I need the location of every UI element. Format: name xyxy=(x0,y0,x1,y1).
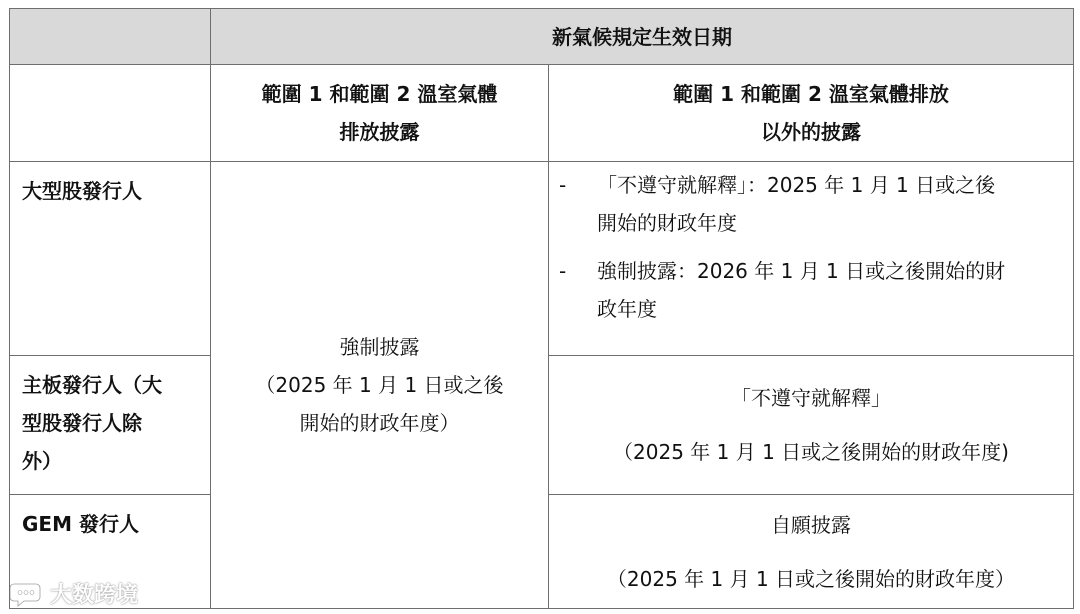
row-label-main-board-line3: 外） xyxy=(22,449,62,473)
comply-or-explain-date: （2025 年 1 月 1 日或之後開始的財政年度) xyxy=(613,440,1009,464)
voluntary-disclosure-label: 自願披露 xyxy=(771,512,851,537)
row-label-main-board xyxy=(10,356,211,495)
main-board-other-disclosure-cell xyxy=(549,356,1074,495)
bullet2-line2: 政年度 xyxy=(597,297,657,321)
header-other-line2: 以外的披露 xyxy=(761,120,861,144)
mandatory-disclosure-date-line1: （2025 年 1 月 1 日或之後 xyxy=(255,373,504,397)
list-item xyxy=(559,252,1061,328)
chat-bubble-logo-icon xyxy=(10,580,46,608)
bullet-text xyxy=(597,166,1061,242)
mandatory-disclosure-date-line2: 開始的財政年度） xyxy=(299,411,460,435)
header-scope12-line2: 排放披露 xyxy=(339,120,420,144)
header-other-line1: 範圍 1 和範圍 2 溫室氣體排放 xyxy=(673,82,949,106)
merged-mandatory-disclosure-cell xyxy=(211,162,549,609)
row-label-gem-text: GEM 發行人 xyxy=(22,512,139,536)
table-row-large-cap xyxy=(10,162,1074,356)
bullet-dash: - xyxy=(559,173,567,197)
table-header-row-sub xyxy=(10,65,1074,162)
comply-or-explain-label: 「不遵守就解釋」 xyxy=(731,386,891,410)
row-label-large-cap-text: 大型股發行人 xyxy=(22,179,142,203)
header-empty-cell xyxy=(10,65,211,162)
mandatory-disclosure-title: 強制披露 xyxy=(339,335,420,359)
gem-other-disclosure-cell xyxy=(549,495,1074,609)
watermark-text: 大数跨境 xyxy=(50,583,139,608)
bullet-text xyxy=(597,252,1061,328)
list-item xyxy=(559,166,1061,242)
large-cap-bullet-list xyxy=(549,162,1073,328)
header-other-disclosure xyxy=(549,65,1074,162)
bullet2-line1: 強制披露：2026 年 1 月 1 日或之後開始的財 xyxy=(597,259,1006,283)
table-header-row-top xyxy=(10,9,1074,65)
voluntary-disclosure-date: （2025 年 1 月 1 日或之後開始的財政年度） xyxy=(606,566,1016,591)
header-corner-cell xyxy=(10,9,211,65)
header-scope12-line1: 範圍 1 和範圍 2 溫室氣體 xyxy=(261,82,498,106)
row-label-main-board-line2: 型股發行人除 xyxy=(22,411,142,435)
large-cap-other-disclosure-cell xyxy=(549,162,1074,356)
climate-rules-table xyxy=(9,8,1074,609)
bullet-dash: - xyxy=(559,259,567,283)
header-scope12 xyxy=(211,65,549,162)
watermark xyxy=(10,578,138,609)
row-label-main-board-line1: 主板發行人（大 xyxy=(22,373,162,397)
row-label-large-cap xyxy=(10,162,211,356)
header-effective-date-text: 新氣候規定生效日期 xyxy=(552,24,732,49)
bullet1-line2: 開始的財政年度 xyxy=(597,211,737,235)
bullet1-line1: 「不遵守就解釋」：2025 年 1 月 1 日或之後 xyxy=(597,173,996,197)
header-effective-date xyxy=(211,9,1074,65)
